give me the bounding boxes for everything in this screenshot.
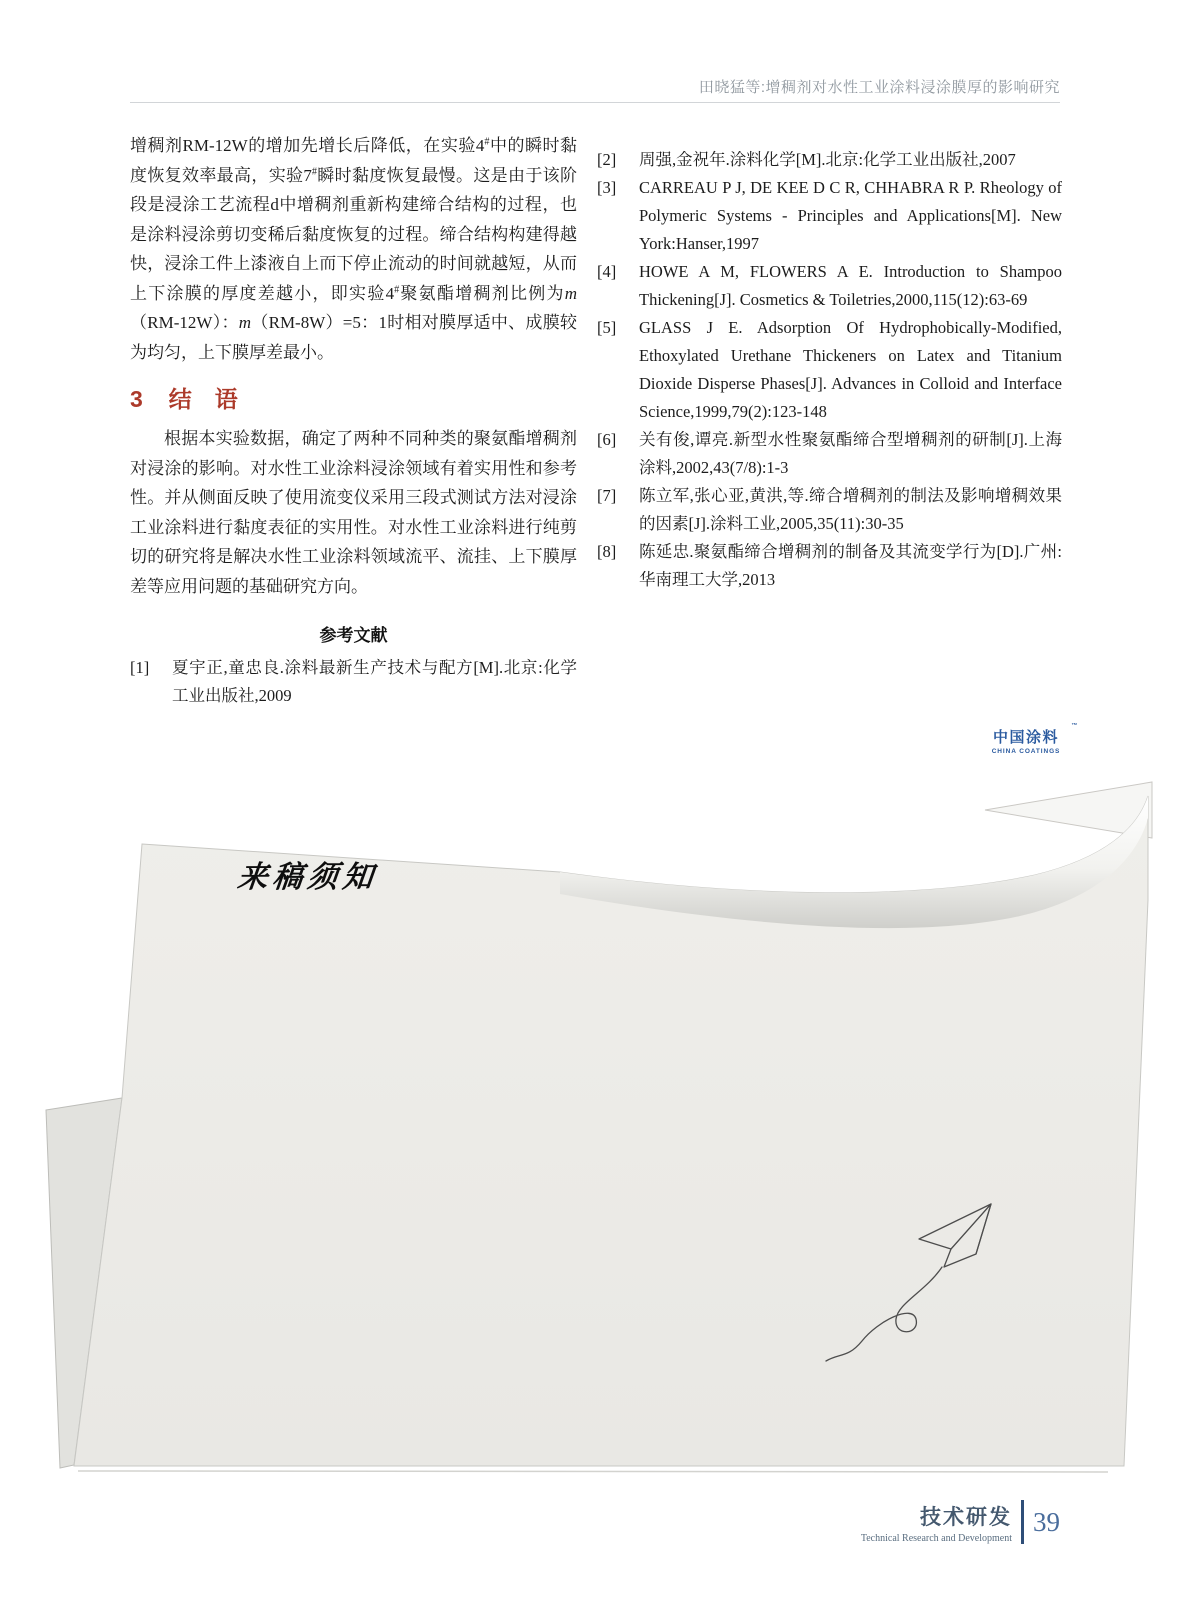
body-paragraph: 根据本实验数据，确定了两种不同种类的聚氨酯增稠剂对浸涂的影响。对水性工业涂料浸涂领域有着实用性和参考性。并从侧面反映了使用流变仪采用三段式测试方法对浸涂工业涂料进行黏度表征的实用性。对水性工业涂料进行纯剪切的研究将是解决水性工业涂料领域流平、流挂、上下膜厚差等应用问题的基础研究方向。: [130, 429, 577, 596]
reference-number: [2]: [597, 150, 617, 169]
reference-number: [3]: [597, 178, 617, 197]
reference-text: CARREAU P J, DE KEE D C R, CHHABRA R P. Rheology of Polymeric Systems - Principles and Applications[M]. New York:Hanser,1997: [639, 178, 1062, 253]
trademark-mark: ™: [1071, 723, 1079, 729]
section-heading: [130, 381, 577, 414]
reference-text: 陈立军,张心亚,黄洪,等.缔合增稠剂的制法及影响增稠效果的因素[J].涂料工业,2005,35(11):30-35: [639, 486, 1062, 533]
reference-text: 夏宇正,童忠良.涂料最新生产技术与配方[M].北京:化学工业出版社,2009: [172, 658, 577, 705]
reference-number: [8]: [597, 542, 617, 561]
reference-item: [597, 174, 1062, 258]
china-coatings-logo: [980, 723, 1079, 755]
reference-item: [597, 314, 1062, 426]
page-number: 39: [1033, 1506, 1060, 1537]
reference-item: [130, 654, 577, 710]
page-footer: [640, 1500, 1060, 1544]
reference-item: [597, 426, 1062, 482]
reference-number: [6]: [597, 430, 617, 449]
reference-number: [7]: [597, 486, 617, 505]
body-paragraph: 增稠剂RM-12W的增加先增长后降低，在实验4#中的瞬时黏度恢复效率最高，实验7#瞬时黏度恢复最慢。这是由于该阶段是浸涂工艺流程d中增稠剂重新构建缔合结构的过程，也是涂料浸涂剪切变稀后黏度恢复的过程。缔合结构构建得越快，浸涂工件上漆液自上而下停止流动的时间就越短，从而上下涂膜的厚度差越小，即实验4#聚氨酯增稠剂比例为m（RM-12W）：m（RM-8W）=5：1时相对膜厚适中、成膜较为均匀，上下膜厚差最小。: [130, 136, 578, 362]
section-title: 结 语: [168, 386, 238, 412]
reference-text: GLASS J E. Adsorption Of Hydrophobically-Modified, Ethoxylated Urethane Thickeners on Latex and Titanium Dioxide Disperse Phases[J]. Advances in Colloid and Interface Science,1999,79(2):123-148: [639, 318, 1062, 421]
reference-number: [1]: [130, 658, 150, 677]
running-header: 田晓猛等:增稠剂对水性工业涂料浸涂膜厚的影响研究: [698, 79, 1060, 96]
reference-item: [597, 146, 1062, 174]
reference-number: [5]: [597, 318, 617, 337]
references-title: 参考文献: [319, 626, 388, 645]
section-number: 3: [130, 386, 143, 412]
notice-title: 来稿须知: [235, 861, 380, 894]
reference-item: [597, 482, 1062, 538]
footer-section-en: Technical Research and Development: [860, 1532, 1012, 1544]
logo-en-text: CHINA COATINGS: [991, 748, 1061, 755]
bottom-sheet-line: [78, 1471, 1108, 1472]
references-list-left: [130, 654, 577, 710]
reference-text: 关有俊,谭亮.新型水性聚氨酯缔合型增稠剂的研制[J].上海涂料,2002,43(7/8):1-3: [639, 430, 1062, 477]
paper-plane-illustration: [810, 1183, 1020, 1383]
right-column: [597, 138, 1062, 594]
footer-section: [861, 1501, 1012, 1544]
reference-item: [597, 258, 1062, 314]
reference-text: 周强,金祝年.涂料化学[M].北京:化学工业出版社,2007: [639, 150, 1016, 169]
left-column: [130, 131, 577, 710]
footer-divider: [1021, 1500, 1024, 1544]
references-list-right: [597, 146, 1062, 594]
reference-text: HOWE A M, FLOWERS A E. Introduction to Shampoo Thickening[J]. Cosmetics & Toiletries,2000,115(12):63-69: [639, 262, 1062, 309]
logo-cn-text: 中国涂料 ™: [992, 723, 1079, 746]
header-rule: [130, 102, 1060, 103]
paper-plane-icon: [944, 1204, 991, 1267]
plane-trail: [826, 1267, 942, 1361]
reference-item: [597, 538, 1062, 594]
reference-number: [4]: [597, 262, 617, 281]
reference-text: 陈延忠.聚氨酯缔合增稠剂的制备及其流变学行为[D].广州:华南理工大学,2013: [639, 542, 1062, 589]
footer-section-cn: 技术研发: [920, 1505, 1012, 1529]
